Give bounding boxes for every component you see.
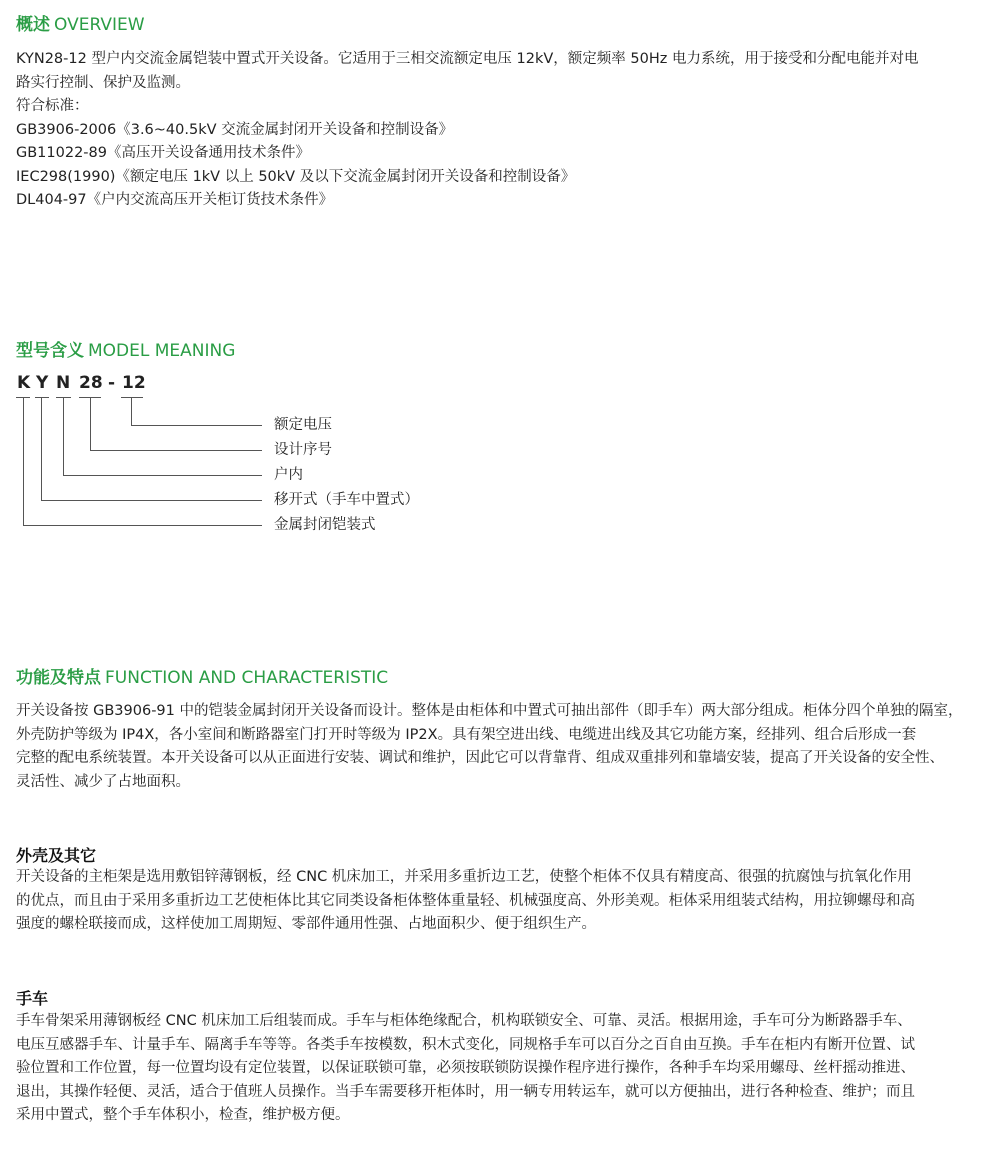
function-heading-cn: 功能及特点: [16, 668, 101, 688]
model-code-k: K: [17, 373, 31, 393]
model-code-dash: -: [108, 373, 116, 393]
function-heading-en: FUNCTION AND CHARACTERISTIC: [105, 668, 389, 688]
standard-item: DL404-97《户内交流高压开关柜订货技术条件》: [16, 192, 334, 208]
leader-withdrawable: [42, 398, 263, 501]
truck-body: [16, 1010, 988, 1128]
model-heading-cn: 型号含义: [16, 341, 84, 361]
function-line: 外壳防护等级为 IP4X，各小室间和断路器室门打开时等级为 IP2X。具有架空进出线、电缆进出线及其它功能方案，经排列、组合后形成一套: [16, 726, 917, 743]
meaning-metal-clad: 金属封闭铠装式: [274, 517, 376, 533]
standard-item: GB3906-2006《3.6~40.5kV 交流金属封闭开关设备和控制设备》: [16, 121, 454, 138]
standards-label: 符合标准：: [16, 98, 89, 114]
overview-heading-cn: 概述: [16, 15, 50, 35]
function-line: 灵活性、减少了占地面积。: [16, 773, 190, 790]
shell-line: 强度的螺栓联接而成，这样使加工周期短、零部件通用性强、占地面积少、便于组织生产。: [16, 916, 596, 932]
function-line: 完整的配电系统装置。本开关设备可以从正面进行安装、调试和维护，因此它可以背靠背、组成双重排列和靠墙安装，提高了开关设备的安全性、: [16, 750, 944, 766]
function-body: [16, 700, 988, 794]
meaning-withdrawable: 移开式（手车中置式）: [274, 492, 419, 508]
leader-metal-clad: [24, 398, 263, 526]
leader-design-serial: [91, 398, 263, 451]
standard-item: GB11022-89《高压开关设备通用技术条件》: [16, 145, 310, 161]
model-code-voltage: 12: [122, 373, 146, 393]
truck-line: 采用中置式，整个手车体积小，检查，维护极方便。: [16, 1107, 350, 1123]
standard-item: IEC298(1990)《额定电压 1kV 以上 50kV 及以下交流金属封闭开关设备和控制设备》: [16, 168, 576, 185]
overview-line: KYN28-12 型户内交流金属铠装中置式开关设备。它适用于三相交流额定电压 12kV，额定频率 50Hz 电力系统，用于接受和分配电能并对电: [16, 51, 919, 67]
meaning-rated-voltage: 额定电压: [274, 417, 332, 433]
shell-line: 开关设备的主柜架是选用敷铝锌薄钢板，经 CNC 机床加工，并采用多重折边工艺，使整个柜体不仅具有精度高、很强的抗腐蚀与抗氧化作用: [16, 869, 912, 885]
overview-heading-en: OVERVIEW: [54, 15, 145, 35]
truck-title: 手车: [16, 989, 49, 1008]
shell-title: 外壳及其它: [16, 846, 97, 865]
function-heading: [16, 667, 388, 689]
function-line: 开关设备按 GB3906-91 中的铠装金属封闭开关设备而设计。整体是由柜体和中置式可抽出部件（即手车）两大部分组成。柜体分四个单独的隔室，: [16, 703, 963, 719]
leader-rated-voltage: [132, 398, 263, 426]
overview-line: 路实行控制、保护及监测。: [16, 74, 190, 91]
leader-indoor: [64, 398, 263, 476]
shell-body: [16, 866, 988, 937]
model-code-series: 28: [79, 373, 103, 393]
truck-line: 电压互感器手车、计量手车、隔离手车等等。各类手车按模数，积木式变化，同规格手车可以百分之百自由互换。手车在柜内有断开位置、试: [16, 1036, 915, 1053]
model-code-y: Y: [36, 373, 49, 393]
truck-line: 验位置和工作位置，每一位置均设有定位装置，以保证联锁可靠，必须按联锁防误操作程序进行操作，各种手车均采用螺母、丝杆摇动推进、: [16, 1060, 915, 1076]
meaning-indoor: 户内: [274, 467, 303, 483]
model-heading-en: MODEL MEANING: [88, 341, 236, 361]
shell-line: 的优点，而且由于采用多重折边工艺使柜体比其它同类设备柜体整体重量轻、机械强度高、外形美观。柜体采用组装式结构，用拉铆螺母和高: [16, 892, 915, 909]
model-code-n: N: [56, 373, 71, 393]
meaning-design-serial: 设计序号: [274, 442, 332, 458]
truck-line: 退出，其操作轻便、灵活，适合于值班人员操作。当手车需要移开柜体时，用一辆专用转运车，就可以方便抽出，进行各种检查、维护；而且: [16, 1083, 915, 1100]
truck-line: 手车骨架采用薄钢板经 CNC 机床加工后组装而成。手车与柜体绝缘配合，机构联锁安全、可靠、灵活。根据用途，手车可分为断路器手车、: [16, 1013, 912, 1029]
